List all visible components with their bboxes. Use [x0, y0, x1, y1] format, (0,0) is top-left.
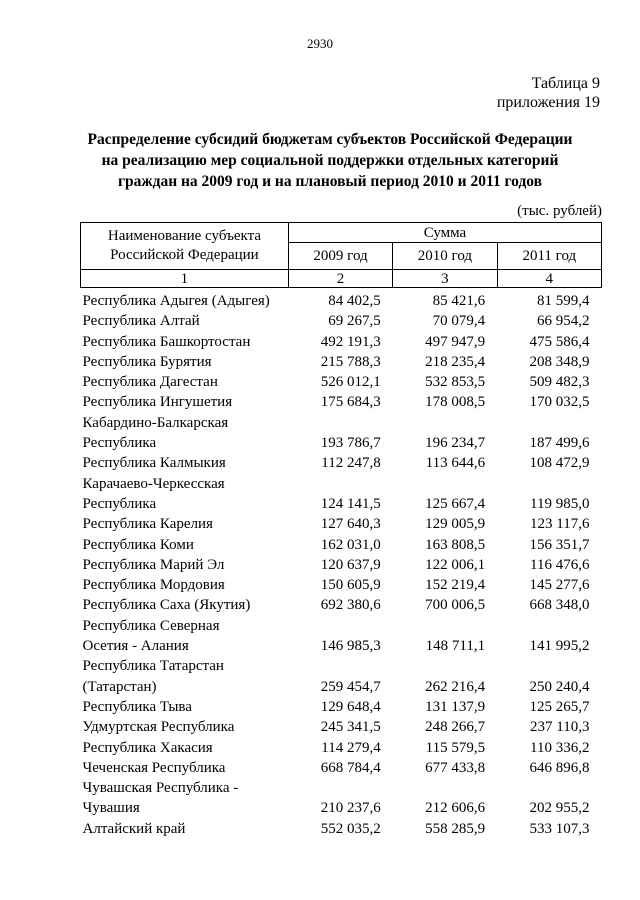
- table-row: [81, 555, 602, 575]
- region-name-cell: [81, 352, 289, 372]
- table-row: [81, 413, 602, 454]
- table-row: [81, 616, 602, 657]
- region-name-line: Республика Северная: [82, 617, 220, 634]
- value-2011-cell: 81 599,4: [537, 293, 590, 309]
- region-name-cell: [81, 288, 289, 312]
- table-row: [81, 311, 602, 331]
- column-number-row: [81, 270, 602, 288]
- table-row: [81, 352, 602, 372]
- value-2011-cell: 237 110,3: [530, 719, 590, 736]
- column-number-4: 4: [497, 270, 601, 288]
- value-2009-cell: 84 402,5: [328, 293, 381, 309]
- region-name-line: Алтайский край: [82, 820, 186, 837]
- region-name-cell: [81, 453, 289, 473]
- value-2011-cell: 202 955,2: [529, 800, 590, 817]
- value-2010-cell: 131 137,9: [425, 698, 486, 715]
- title-line2: на реализацию мер социальной поддержки отдельных категорий: [101, 152, 559, 169]
- region-name-cell: [81, 738, 289, 758]
- region-name-line: Республика: [82, 495, 157, 512]
- table-row: [81, 819, 602, 839]
- region-name-line: Республика Башкортостан: [82, 333, 251, 350]
- value-2011-cell: 119 985,0: [530, 495, 590, 512]
- value-2009-cell: 124 141,5: [320, 495, 381, 512]
- table-label: [497, 74, 600, 112]
- table-row: [81, 656, 602, 697]
- value-2009-cell: 129 648,4: [320, 698, 381, 715]
- region-name-line: Республика: [82, 435, 157, 452]
- value-2011-cell: 187 499,6: [529, 435, 590, 452]
- column-number-1: 1: [81, 270, 289, 288]
- region-name-cell: [81, 575, 289, 595]
- title-line3: граждан на 2009 год и на плановый период 2010 и 2011 годов: [117, 173, 543, 190]
- value-2010-cell: 196 234,7: [425, 435, 486, 452]
- value-2011-cell: 156 351,7: [529, 536, 590, 553]
- value-2010-cell: 532 853,5: [425, 374, 486, 391]
- region-name-cell: [81, 392, 289, 412]
- value-2011-cell: 108 472,9: [529, 455, 590, 472]
- value-2009-cell: 69 267,5: [328, 313, 381, 330]
- region-name-cell: [81, 616, 289, 657]
- value-2010-cell: 125 667,4: [425, 495, 486, 512]
- column-number-3: 3: [393, 270, 497, 288]
- column-header-name: [81, 223, 289, 270]
- table-row: [81, 697, 602, 717]
- region-name-line: Республика Ингушетия: [82, 394, 233, 411]
- region-name-line: Республика Татарстан: [82, 658, 224, 675]
- value-2010-cell: 152 219,4: [425, 577, 486, 594]
- column-header-2011: 2011 год: [497, 243, 601, 270]
- value-2009-cell: 552 035,2: [320, 820, 381, 837]
- value-2009-cell: 492 191,3: [320, 333, 381, 350]
- value-2009-cell: 150 605,9: [320, 577, 381, 594]
- region-name-line: Удмуртская Республика: [82, 719, 235, 736]
- region-name-line: Республика Карелия: [82, 516, 213, 533]
- value-2010-cell: 113 644,6: [425, 455, 486, 472]
- table-row: [81, 758, 602, 778]
- value-2010-cell: 700 006,5: [425, 597, 486, 614]
- document-title: [60, 129, 600, 192]
- title-line1: Распределение субсидий бюджетам субъектов Российской Федерации: [87, 131, 573, 148]
- subsidy-table: [80, 222, 602, 839]
- value-2010-cell: 558 285,9: [425, 820, 486, 837]
- value-2009-cell: 146 985,3: [320, 638, 381, 655]
- value-2009-cell: 175 684,3: [320, 394, 381, 411]
- value-2010-cell: 148 711,1: [425, 638, 486, 655]
- region-name-line: Чеченская Республика: [82, 759, 226, 776]
- value-2011-cell: 123 117,6: [530, 516, 590, 533]
- table-row: [81, 535, 602, 555]
- value-2011-cell: 533 107,3: [529, 820, 590, 837]
- value-2010-cell: 70 079,4: [432, 313, 486, 330]
- region-name-cell: [81, 819, 289, 839]
- column-header-name-line1: Наименование субъекта: [107, 228, 261, 244]
- region-name-cell: [81, 555, 289, 575]
- value-2010-cell: 129 005,9: [425, 516, 486, 533]
- region-name-line: Республика Тыва: [82, 698, 192, 715]
- value-2010-cell: 218 235,4: [425, 353, 486, 370]
- region-name-line: Республика Мордовия: [82, 577, 225, 594]
- column-number-2: 2: [288, 270, 392, 288]
- page-number: 2930: [307, 36, 333, 51]
- value-2011-cell: 125 265,7: [529, 698, 590, 715]
- region-name-line: Республика Адыгея (Адыгея): [82, 293, 270, 309]
- value-2011-cell: 66 954,2: [537, 313, 590, 330]
- region-name-line: Республика Бурятия: [82, 353, 212, 370]
- region-name-line: Республика Марий Эл: [82, 556, 225, 573]
- region-name-cell: [81, 332, 289, 352]
- value-2009-cell: 668 784,4: [320, 759, 381, 776]
- region-name-cell: [81, 372, 289, 392]
- value-2011-cell: 145 277,6: [529, 577, 590, 594]
- region-name-line: Республика Дагестан: [82, 374, 218, 391]
- region-name-cell: [81, 697, 289, 717]
- table-body: [81, 288, 602, 840]
- value-2009-cell: 114 279,4: [321, 739, 381, 756]
- column-header-name-line2: Российской Федерации: [110, 247, 259, 263]
- region-name-line: Республика Саха (Якутия): [82, 597, 251, 614]
- value-2011-cell: 141 995,2: [529, 638, 590, 655]
- table-label-line1: Таблица 9: [531, 75, 600, 92]
- value-2011-cell: 668 348,0: [529, 597, 590, 614]
- region-name-line: Чувашия: [82, 800, 140, 817]
- region-name-line: Карачаево-Черкесская: [82, 475, 225, 492]
- region-name-line: (Татарстан): [82, 678, 157, 695]
- value-2009-cell: 210 237,6: [320, 800, 381, 817]
- table-row: [81, 738, 602, 758]
- region-name-line: Республика Калмыкия: [82, 455, 226, 472]
- value-2009-cell: 193 786,7: [320, 435, 381, 452]
- value-2011-cell: 170 032,5: [529, 394, 590, 411]
- value-2009-cell: 127 640,3: [320, 516, 381, 533]
- value-2009-cell: 215 788,3: [320, 353, 381, 370]
- table-row: [81, 595, 602, 615]
- column-header-2010: 2010 год: [393, 243, 497, 270]
- value-2010-cell: 248 266,7: [425, 719, 486, 736]
- table-row: [81, 474, 602, 515]
- region-name-cell: [81, 656, 289, 697]
- value-2011-cell: 110 336,2: [530, 739, 590, 756]
- value-2010-cell: 122 006,1: [425, 556, 486, 573]
- table-label-line2: приложения 19: [496, 94, 600, 111]
- value-2009-cell: 245 341,5: [320, 719, 381, 736]
- value-2011-cell: 116 476,6: [530, 556, 590, 573]
- value-2010-cell: 262 216,4: [425, 678, 486, 695]
- table-row: [81, 717, 602, 737]
- value-2010-cell: 677 433,8: [425, 759, 486, 776]
- value-2009-cell: 162 031,0: [320, 536, 381, 553]
- table-row: [81, 453, 602, 473]
- value-2010-cell: 497 947,9: [425, 333, 486, 350]
- region-name-cell: [81, 758, 289, 778]
- table-row: [81, 392, 602, 412]
- value-2009-cell: 692 380,6: [320, 597, 381, 614]
- region-name-cell: [81, 778, 289, 819]
- table-row: [81, 288, 602, 312]
- table-row: [81, 514, 602, 534]
- region-name-line: Республика Алтай: [82, 313, 200, 330]
- value-2010-cell: 212 606,6: [425, 800, 486, 817]
- value-2009-cell: 120 637,9: [320, 556, 381, 573]
- region-name-line: Чувашская Республика -: [82, 780, 239, 797]
- units-note: (тыс. рублей): [517, 203, 602, 219]
- region-name-line: Кабардино-Балкарская: [82, 414, 229, 431]
- value-2009-cell: 259 454,7: [320, 678, 381, 695]
- region-name-line: Осетия - Алания: [82, 638, 189, 655]
- value-2011-cell: 509 482,3: [529, 374, 590, 391]
- value-2011-cell: 208 348,9: [529, 353, 590, 370]
- region-name-cell: [81, 595, 289, 615]
- value-2010-cell: 163 808,5: [425, 536, 486, 553]
- value-2010-cell: 178 008,5: [425, 394, 486, 411]
- table-row: [81, 778, 602, 819]
- column-header-sum: Сумма: [288, 223, 601, 243]
- region-name-cell: [81, 514, 289, 534]
- value-2010-cell: 115 579,5: [425, 739, 486, 756]
- table-header: [81, 223, 602, 288]
- region-name-cell: [81, 413, 289, 454]
- region-name-cell: [81, 717, 289, 737]
- value-2010-cell: 85 421,6: [432, 293, 486, 309]
- value-2011-cell: 250 240,4: [529, 678, 590, 695]
- table-row: [81, 332, 602, 352]
- region-name-cell: [81, 535, 289, 555]
- region-name-line: Республика Коми: [82, 536, 194, 553]
- column-header-2009: 2009 год: [288, 243, 392, 270]
- value-2009-cell: 112 247,8: [321, 455, 381, 472]
- table-row: [81, 575, 602, 595]
- region-name-cell: [81, 311, 289, 331]
- value-2011-cell: 475 586,4: [529, 333, 590, 350]
- value-2011-cell: 646 896,8: [529, 759, 590, 776]
- region-name-line: Республика Хакасия: [82, 739, 213, 756]
- value-2009-cell: 526 012,1: [320, 374, 381, 391]
- table-row: [81, 372, 602, 392]
- region-name-cell: [81, 474, 289, 515]
